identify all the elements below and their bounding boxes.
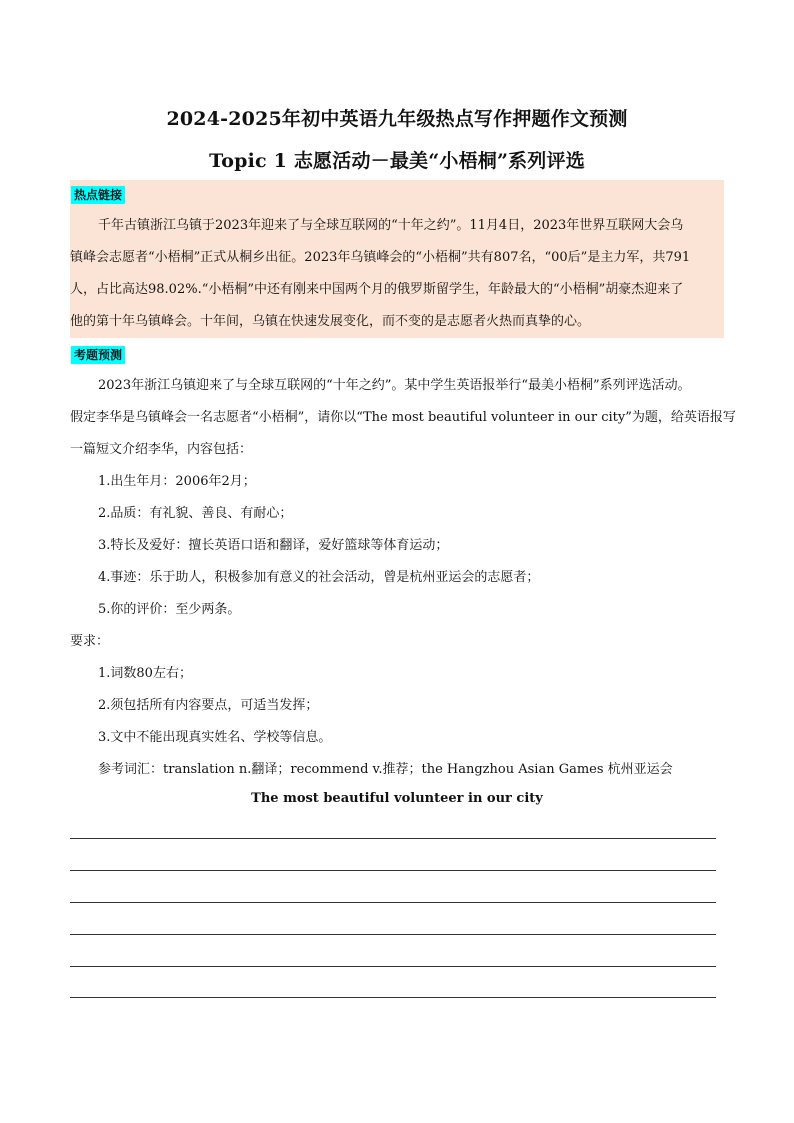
- content-point: 2.品质：有礼貌、善良、有耐心；: [98, 506, 293, 521]
- essay-title: The most beautiful volunteer in our city: [251, 791, 543, 806]
- writing-line[interactable]: [70, 997, 716, 998]
- writing-line[interactable]: [70, 934, 716, 935]
- document-title: 2024-2025年初中英语九年级热点写作押题作文预测: [166, 108, 628, 130]
- reference-vocabulary: 参考词汇：translation n.翻译；recommend v.推荐；the Hangzhou Asian Games 杭州亚运会: [98, 762, 673, 777]
- hot-link-line: 千年古镇浙江乌镇于2023年迎来了与全球互联网的“十年之约”。11月4日，2023年世界互联网大会乌: [98, 218, 684, 233]
- hot-link-line: 人，占比高达98.02%.“小梧桐”中还有刚来中国两个月的俄罗斯留学生，年龄最大的“小梧桐”胡豪杰迎来了: [70, 282, 684, 297]
- writing-line[interactable]: [70, 902, 716, 903]
- prediction-line: 假定李华是乌镇峰会一名志愿者“小梧桐”，请你以“The most beautiful volunteer in our city”为题，给英语报写: [70, 410, 736, 425]
- prediction-line: 2023年浙江乌镇迎来了与全球互联网的“十年之约”。某中学生英语报举行“最美小梧桐”系列评选活动。: [98, 378, 691, 393]
- prediction-tag: 考题预测: [71, 346, 125, 364]
- requirement-item: 3.文中不能出现真实姓名、学校等信息。: [98, 730, 332, 745]
- prediction-line: 一篇短文介绍李华，内容包括：: [70, 442, 253, 457]
- requirements-heading: 要求：: [70, 634, 110, 649]
- hot-link-line: 他的第十年乌镇峰会。十年间，乌镇在快速发展变化，而不变的是志愿者火热而真挚的心。: [70, 314, 591, 329]
- hot-link-line: 镇峰会志愿者“小梧桐”正式从桐乡出征。2023年乌镇峰会的“小梧桐”共有807名，“00后”是主力军，共791: [70, 250, 691, 265]
- content-point: 1.出生年月：2006年2月；: [98, 474, 256, 489]
- hot-link-tag: 热点链接: [71, 186, 125, 204]
- requirement-item: 1.词数80左右；: [98, 666, 192, 681]
- topic-title: Topic 1 志愿活动－最美“小梧桐”系列评选: [209, 150, 585, 172]
- content-point: 4.事迹：乐于助人，积极参加有意义的社会活动，曾是杭州亚运会的志愿者；: [98, 570, 540, 585]
- content-point: 3.特长及爱好：擅长英语口语和翻译，爱好篮球等体育运动；: [98, 538, 449, 553]
- content-point: 5.你的评价：至少两条。: [98, 602, 241, 617]
- writing-line[interactable]: [70, 966, 716, 967]
- writing-line[interactable]: [70, 870, 716, 871]
- writing-line[interactable]: [70, 838, 716, 839]
- requirement-item: 2.须包括所有内容要点，可适当发挥；: [98, 698, 319, 713]
